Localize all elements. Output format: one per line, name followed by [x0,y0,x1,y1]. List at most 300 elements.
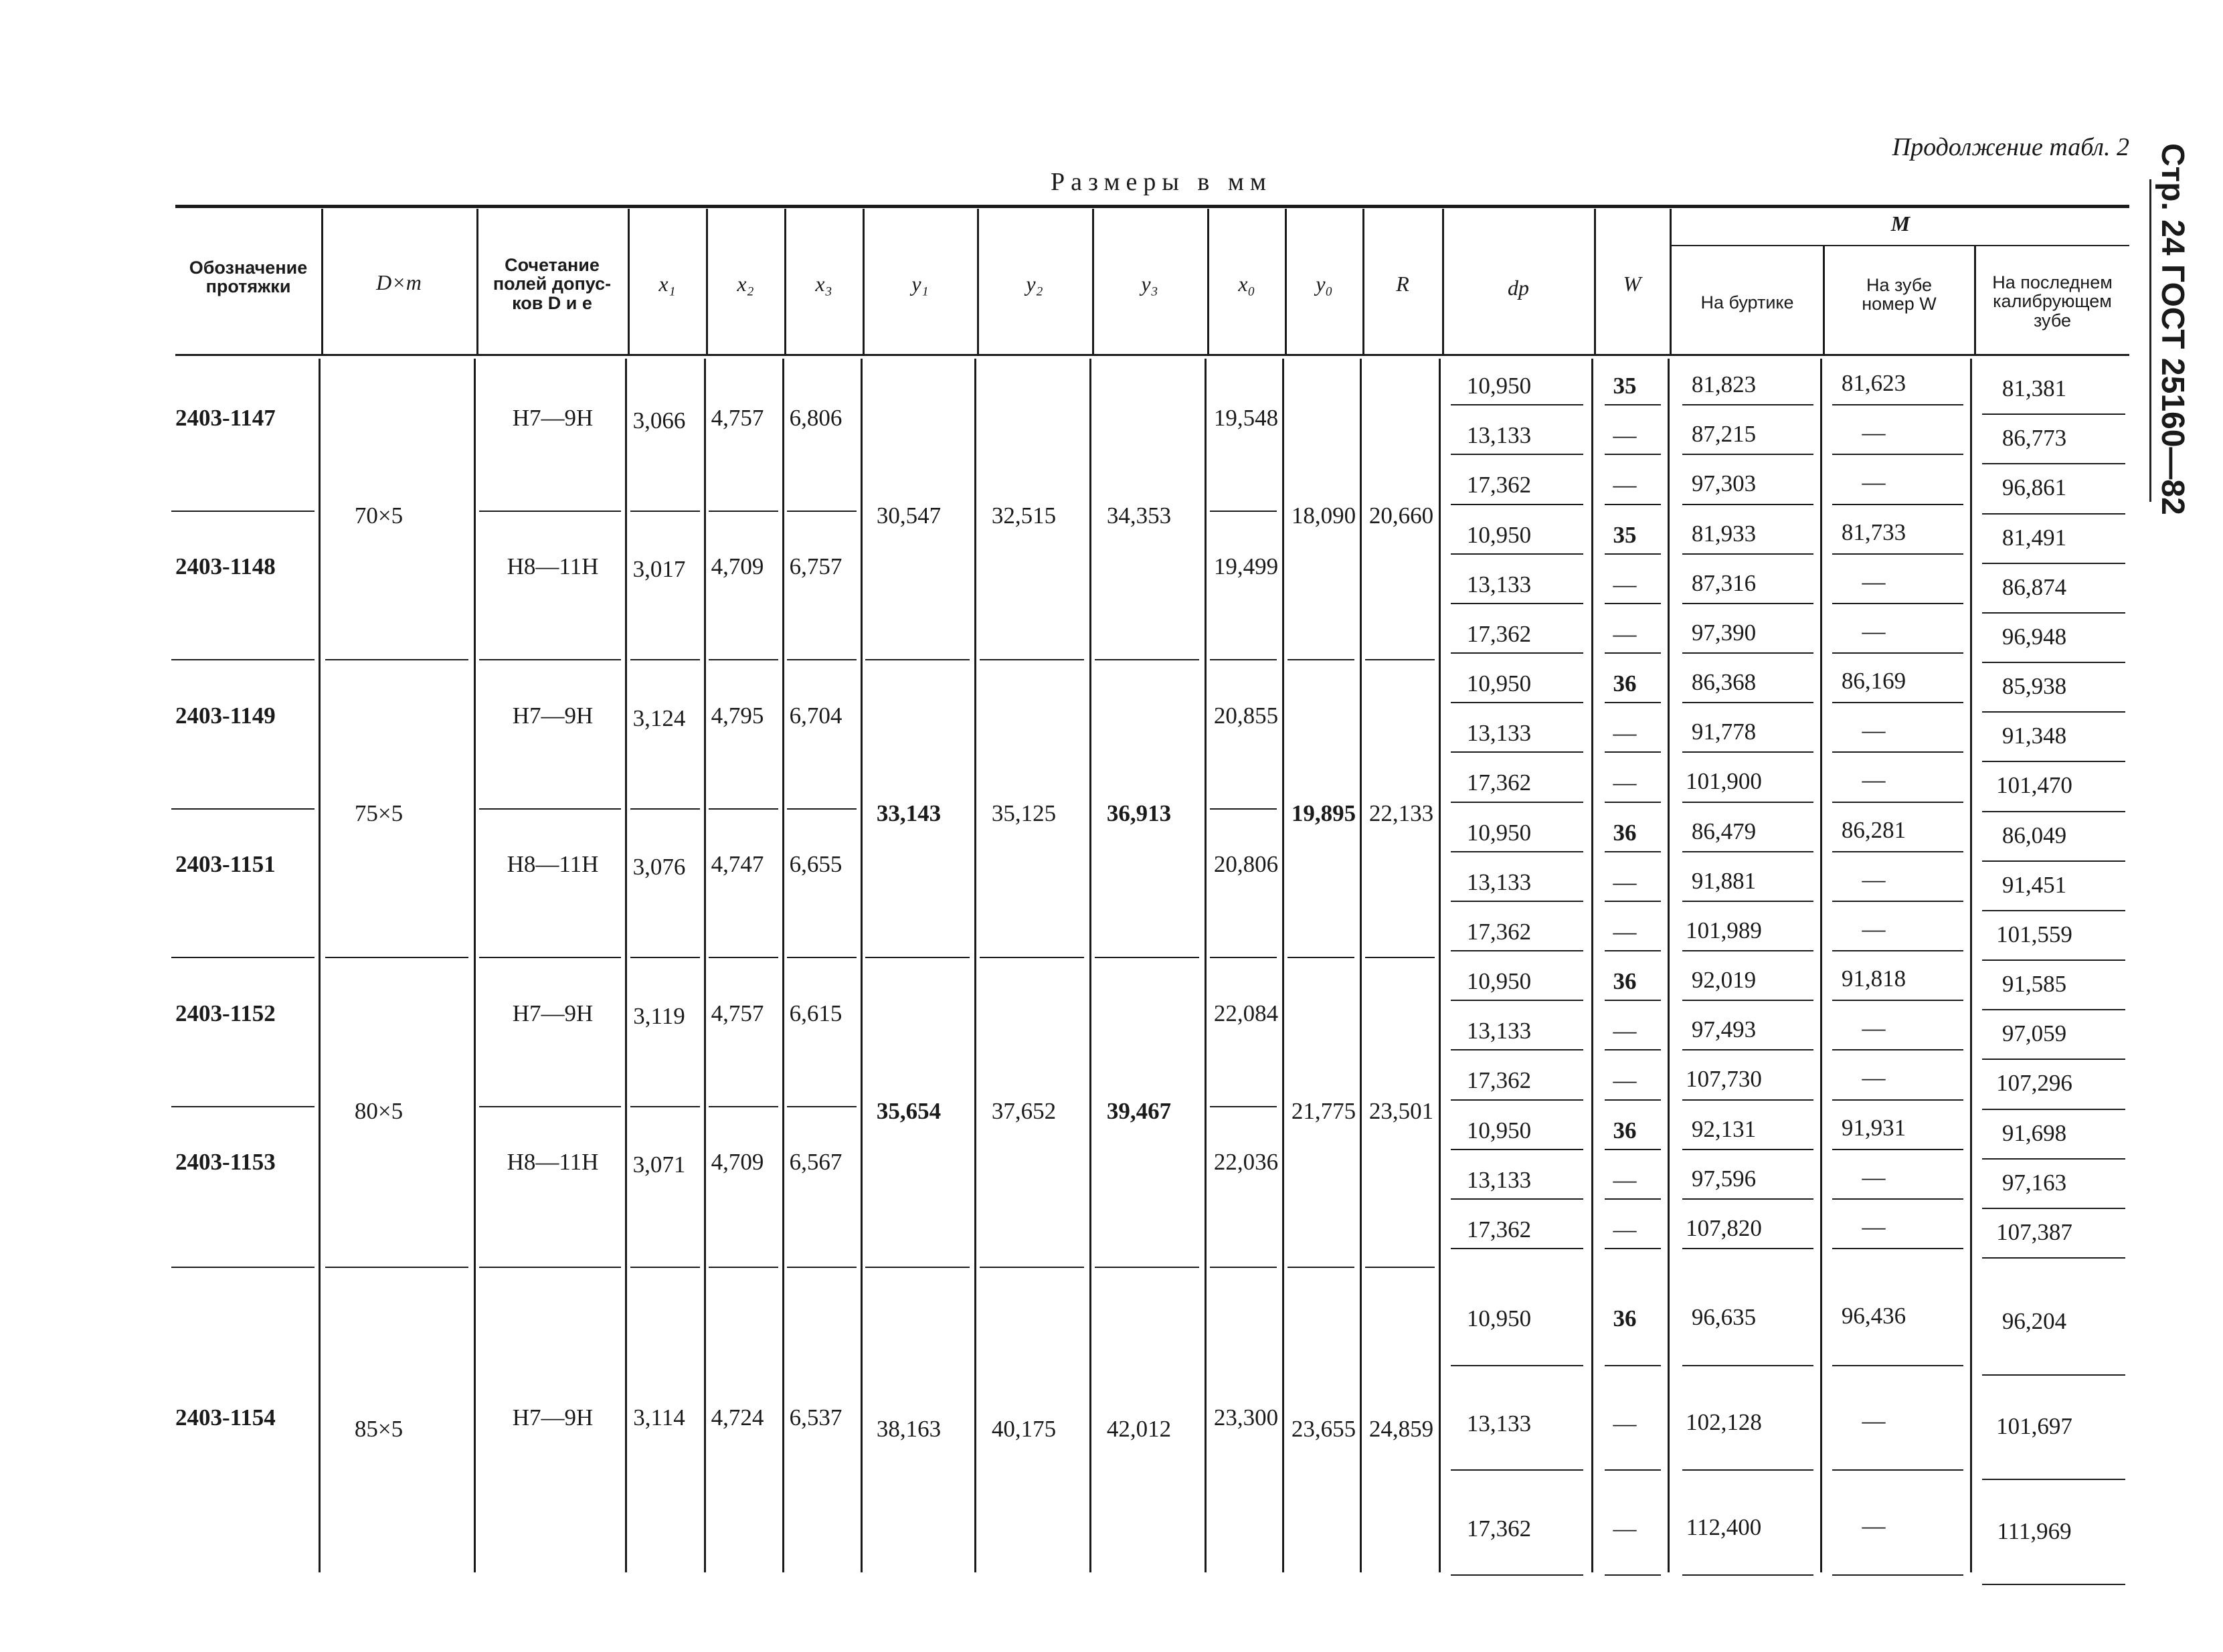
m-tooth-cell: — [1862,420,1886,446]
w-cell: 36 [1613,819,1637,846]
m-tooth-cell: — [1862,469,1886,496]
m-collar-cell: 97,390 [1691,619,1757,646]
m-collar-cell: 97,596 [1691,1165,1757,1192]
last-underline [1982,563,2125,564]
header-fits-line: полей допус- [493,274,612,294]
item-separator [709,511,778,512]
x3-cell: 6,537 [789,1404,842,1431]
collar-underline [1682,1198,1813,1200]
dp-cell: 10,950 [1466,521,1532,548]
m-tooth-cell: — [1862,1408,1886,1434]
group-separator [1095,659,1199,660]
dp-underline [1451,504,1583,505]
x1-cell: 3,119 [633,1002,685,1029]
group-separator [709,659,778,660]
dp-cell: 13,133 [1466,720,1532,747]
w-underline [1605,802,1661,803]
tooth-underline [1832,1149,1963,1150]
item-separator [709,808,778,810]
w-cell: 36 [1613,1117,1637,1143]
dp-underline [1451,1049,1583,1050]
tooth-underline [1832,1365,1963,1366]
w-cell: 36 [1613,968,1637,995]
item-separator [479,511,621,512]
group-y1: 30,547 [876,502,942,529]
collar-underline [1682,901,1813,902]
x3-cell: 6,567 [789,1149,842,1176]
dp-underline [1451,1574,1583,1576]
group-y3: 42,012 [1106,1416,1172,1442]
last-underline [1982,811,2125,812]
body-col-divider [1820,359,1822,1572]
w-underline [1605,553,1661,555]
w-underline [1605,1000,1661,1001]
m-tooth-cell: 91,931 [1841,1114,1906,1141]
header-m-last-line: На последнем [1992,272,2113,292]
dp-underline [1451,1469,1583,1471]
designation-cell: 2403-1153 [175,1149,276,1176]
designation-cell: 2403-1151 [175,851,276,878]
fit-cell: H7—9H [512,1404,594,1431]
dp-cell: 10,950 [1466,670,1532,697]
collar-underline [1682,751,1813,753]
body-col-divider [474,359,476,1572]
item-separator [630,1106,700,1107]
last-underline [1982,513,2125,515]
item-separator [787,511,857,512]
body-col-divider [1089,359,1091,1572]
tooth-underline [1832,454,1963,455]
fit-cell: H8—11H [507,553,599,580]
group-y1: 35,654 [876,1097,942,1124]
dp-cell: 13,133 [1466,1166,1532,1193]
group-separator [787,659,857,660]
group-y2: 35,125 [991,800,1057,826]
group-separator [171,1267,315,1268]
m-collar-cell: 102,128 [1686,1409,1762,1435]
header-x2-text: x₂ [737,272,754,296]
item-separator [630,511,700,512]
dp-cell: 10,950 [1466,819,1532,846]
w-cell: — [1613,868,1637,895]
dp-cell: 10,950 [1466,1305,1532,1332]
dp-underline [1451,851,1583,852]
w-underline [1605,454,1661,455]
w-cell: — [1613,1018,1637,1044]
last-underline [1982,959,2125,961]
m-collar-cell: 91,778 [1691,719,1757,745]
x3-cell: 6,757 [789,553,842,580]
body-col-divider [704,359,706,1572]
fit-cell: H7—9H [512,702,594,729]
w-cell: — [1613,1515,1637,1542]
group-y1: 33,143 [876,800,942,826]
header-y3-text: y₃ [1141,272,1158,296]
group-separator [980,659,1084,660]
item-separator [1210,511,1277,512]
last-underline [1982,1109,2125,1110]
tooth-underline [1832,1198,1963,1200]
w-cell: — [1613,918,1637,945]
group-separator [171,659,315,660]
dp-cell: 17,362 [1466,620,1532,647]
group-y3: 39,467 [1106,1097,1172,1124]
group-r: 20,660 [1368,502,1434,529]
side-page-label-text: Стр. 24 ГОСТ 25160—82 [2155,143,2190,515]
m-tooth-cell: — [1862,1065,1886,1091]
dp-underline [1451,553,1583,555]
x2-cell: 4,747 [711,851,764,878]
collar-underline [1682,702,1813,703]
m-last-cell: 86,049 [2002,822,2067,848]
m-collar-cell: 92,019 [1691,967,1757,994]
last-underline [1982,612,2125,614]
last-underline [1982,860,2125,862]
body-col-divider [625,359,627,1572]
group-separator [865,659,970,660]
m-collar-cell: 101,900 [1686,768,1762,795]
group-r: 22,133 [1368,800,1434,826]
x3-cell: 6,806 [789,404,842,431]
group-separator [980,957,1084,958]
w-cell: — [1613,1216,1637,1243]
group-separator [479,957,621,958]
w-cell: — [1613,571,1637,598]
w-underline [1605,1149,1661,1150]
fit-cell: H8—11H [507,851,599,878]
x0-cell: 23,300 [1213,1404,1279,1431]
designation-cell: 2403-1148 [175,553,276,580]
collar-underline [1682,1574,1813,1576]
collar-underline [1682,553,1813,555]
x1-cell: 3,076 [632,854,686,881]
group-dxm: 75×5 [354,800,404,826]
dp-cell: 17,362 [1466,769,1532,796]
last-underline [1982,711,2125,713]
m-collar-cell: 92,131 [1691,1115,1757,1142]
x0-cell: 20,855 [1213,702,1279,729]
w-cell: 36 [1613,670,1637,697]
header-fits-line: ков D и e [512,292,592,313]
m-last-cell: 91,348 [2002,723,2067,749]
x0-cell: 19,548 [1213,404,1279,431]
group-separator [787,1267,857,1268]
header-designation: Обозначение протяжки [189,258,308,297]
x0-cell: 22,084 [1213,1000,1279,1026]
tooth-underline [1832,404,1963,405]
header-m-text: M [1890,211,1910,236]
m-collar-cell: 81,823 [1691,371,1757,398]
body-col-divider [1205,359,1207,1572]
group-dxm: 80×5 [354,1097,404,1124]
last-underline [1982,1158,2125,1160]
tooth-underline [1832,1574,1963,1576]
w-cell: — [1613,1166,1637,1193]
w-cell: — [1613,720,1637,747]
dp-underline [1451,1099,1583,1101]
item-separator [171,511,315,512]
tooth-underline [1832,1000,1963,1001]
m-collar-cell: 86,368 [1691,669,1757,696]
dp-underline [1451,1000,1583,1001]
collar-underline [1682,454,1813,455]
dp-underline [1451,404,1583,405]
collar-underline [1682,1099,1813,1101]
body-col-divider [1439,359,1441,1572]
m-last-cell: 107,296 [1996,1070,2072,1097]
dp-underline [1451,652,1583,654]
w-cell: — [1613,1067,1637,1094]
w-underline [1605,851,1661,852]
group-separator [479,1267,621,1268]
last-underline [1982,910,2125,911]
m-tooth-cell: — [1862,1015,1886,1042]
w-cell: — [1613,1410,1637,1437]
m-collar-cell: 107,730 [1686,1066,1762,1093]
last-underline [1982,1059,2125,1060]
group-separator [630,659,700,660]
m-last-cell: 111,969 [1997,1518,2072,1544]
m-last-cell: 96,948 [2002,623,2067,650]
designation-cell: 2403-1147 [175,404,276,431]
item-separator [171,1106,315,1107]
m-last-cell: 86,874 [2002,573,2067,600]
dp-cell: 13,133 [1466,571,1532,598]
dp-cell: 13,133 [1466,868,1532,895]
group-y0: 21,775 [1291,1097,1356,1124]
group-y3: 36,913 [1106,800,1172,826]
m-collar-cell: 112,400 [1686,1513,1762,1540]
body-col-divider [782,359,784,1572]
collar-underline [1682,1248,1813,1249]
m-collar-cell: 101,989 [1686,917,1762,943]
dp-underline [1451,1365,1583,1366]
m-last-cell: 81,381 [2002,375,2067,402]
dp-cell: 10,950 [1466,1117,1532,1143]
w-underline [1605,1248,1661,1249]
w-underline [1605,1099,1661,1101]
dp-underline [1451,1198,1583,1200]
w-underline [1605,1574,1661,1576]
dp-underline [1451,454,1583,455]
item-separator [787,808,857,810]
dp-underline [1451,751,1583,753]
m-tooth-cell: — [1862,568,1886,595]
group-separator [325,957,468,958]
header-m-collar: На буртике [1700,292,1794,312]
header-x1-text: x₁ [658,272,676,296]
group-separator [1365,1267,1435,1268]
group-separator [479,659,621,660]
collar-underline [1682,1149,1813,1150]
header-m-tooth-line: номер W [1862,294,1937,314]
last-underline [1982,1208,2125,1209]
w-underline [1605,950,1661,951]
group-separator [1287,659,1354,660]
group-separator [630,1267,700,1268]
sizes-caption: Размеры в мм [1051,168,1272,196]
body-col-divider [974,359,976,1572]
group-separator [787,957,857,958]
m-last-cell: 96,861 [2002,474,2067,501]
m-tooth-cell: — [1862,1213,1886,1240]
last-underline [1982,1009,2125,1010]
group-separator [1365,957,1435,958]
tooth-underline [1832,950,1963,951]
w-underline [1605,702,1661,703]
collar-underline [1682,404,1813,405]
item-separator [1210,808,1277,810]
m-collar-cell: 87,316 [1691,569,1757,596]
w-cell: 36 [1613,1305,1637,1332]
group-y1: 38,163 [876,1416,942,1442]
m-collar-cell: 107,820 [1686,1214,1762,1241]
group-separator [1095,1267,1199,1268]
m-last-cell: 86,773 [2002,425,2067,452]
x2-cell: 4,709 [711,553,764,580]
m-collar-cell: 97,493 [1691,1016,1757,1043]
group-separator [1287,957,1354,958]
dp-underline [1451,603,1583,604]
m-last-cell: 97,163 [2002,1169,2067,1196]
m-tooth-cell: — [1862,1164,1886,1190]
item-separator [479,808,621,810]
dp-underline [1451,802,1583,803]
header-x3-text: x₃ [815,272,832,296]
w-underline [1605,751,1661,753]
dp-cell: 17,362 [1466,472,1532,498]
dp-cell: 13,133 [1466,422,1532,449]
tooth-underline [1832,1469,1963,1471]
x1-cell: 3,071 [632,1152,686,1178]
group-separator [171,957,315,958]
tooth-underline [1832,851,1963,852]
item-separator [787,1106,857,1107]
tooth-underline [1832,901,1963,902]
designation-cell: 2403-1152 [175,1000,276,1026]
m-tooth-cell: — [1862,618,1886,644]
x0-cell: 19,499 [1213,553,1279,580]
w-cell: — [1613,620,1637,647]
collar-underline [1682,950,1813,951]
collar-underline [1682,652,1813,654]
last-underline [1982,1257,2125,1259]
m-last-cell: 101,470 [1996,772,2072,799]
dp-underline [1451,1248,1583,1249]
x3-cell: 6,655 [789,851,842,878]
tooth-underline [1832,603,1963,604]
w-underline [1605,652,1661,654]
tooth-underline [1832,702,1963,703]
item-separator [479,1106,621,1107]
tooth-underline [1832,802,1963,803]
x0-cell: 22,036 [1213,1149,1279,1176]
dp-underline [1451,702,1583,703]
tooth-underline [1832,751,1963,753]
header-y1-text: y₁ [911,272,929,296]
item-separator [171,808,315,810]
body-col-divider [1282,359,1284,1572]
group-y3: 34,353 [1106,502,1172,529]
m-last-cell: 97,059 [2002,1020,2067,1047]
w-underline [1605,404,1661,405]
x1-cell: 3,124 [632,705,686,731]
group-separator [325,659,468,660]
group-dxm: 70×5 [354,502,404,529]
m-collar-cell: 97,303 [1691,470,1757,497]
fit-cell: H7—9H [512,404,594,431]
x2-cell: 4,724 [711,1404,764,1431]
group-separator [1210,957,1277,958]
tooth-underline [1832,1049,1963,1050]
body-col-divider [1591,359,1593,1572]
group-separator [325,1267,468,1268]
m-collar-cell: 86,479 [1691,818,1757,844]
x1-cell: 3,114 [633,1404,685,1431]
header-y0-text: y₀ [1316,272,1333,296]
dp-cell: 17,362 [1466,1216,1532,1243]
body-col-divider [1360,359,1362,1572]
designation-cell: 2403-1149 [175,702,276,729]
group-separator [1095,957,1199,958]
collar-underline [1682,504,1813,505]
collar-underline [1682,1000,1813,1001]
group-separator [865,1267,970,1268]
header-w-text: W [1623,272,1641,296]
x0-cell: 20,806 [1213,851,1279,878]
m-last-cell: 107,387 [1996,1218,2072,1245]
group-separator [1210,659,1277,660]
m-tooth-cell: — [1862,1512,1886,1539]
tooth-underline [1832,652,1963,654]
x2-cell: 4,757 [711,404,764,431]
item-separator [709,1106,778,1107]
w-underline [1605,1469,1661,1471]
dp-cell: 10,950 [1466,968,1532,995]
x2-cell: 4,795 [711,702,764,729]
last-underline [1982,761,2125,762]
dp-cell: 13,133 [1466,1410,1532,1437]
header-m-tooth-line: На зубе [1866,275,1933,295]
m-tooth-cell: 91,818 [1841,966,1906,992]
x1-cell: 3,066 [632,407,686,434]
designation-cell: 2403-1154 [175,1404,276,1431]
group-separator [709,1267,778,1268]
group-y2: 32,515 [991,502,1057,529]
m-tooth-cell: 81,623 [1841,370,1906,397]
header-y2-text: y₂ [1026,272,1043,296]
group-separator [865,957,970,958]
group-y0: 19,895 [1291,800,1356,826]
group-y0: 18,090 [1291,502,1356,529]
collar-underline [1682,1469,1813,1471]
last-underline [1982,463,2125,464]
collar-underline [1682,603,1813,604]
x2-cell: 4,757 [711,1000,764,1026]
dp-cell: 17,362 [1466,1515,1532,1542]
group-r: 24,859 [1368,1416,1434,1442]
m-tooth-cell: — [1862,866,1886,893]
item-separator [630,808,700,810]
m-tooth-cell: — [1862,915,1886,942]
table-continuation-note: Продолжение табл. 2 [1892,133,2129,161]
m-collar-cell: 96,635 [1691,1304,1757,1331]
dp-cell: 17,362 [1466,918,1532,945]
tooth-underline [1832,553,1963,555]
dp-underline [1451,950,1583,951]
body-col-divider [861,359,863,1572]
dp-cell: 17,362 [1466,1067,1532,1094]
